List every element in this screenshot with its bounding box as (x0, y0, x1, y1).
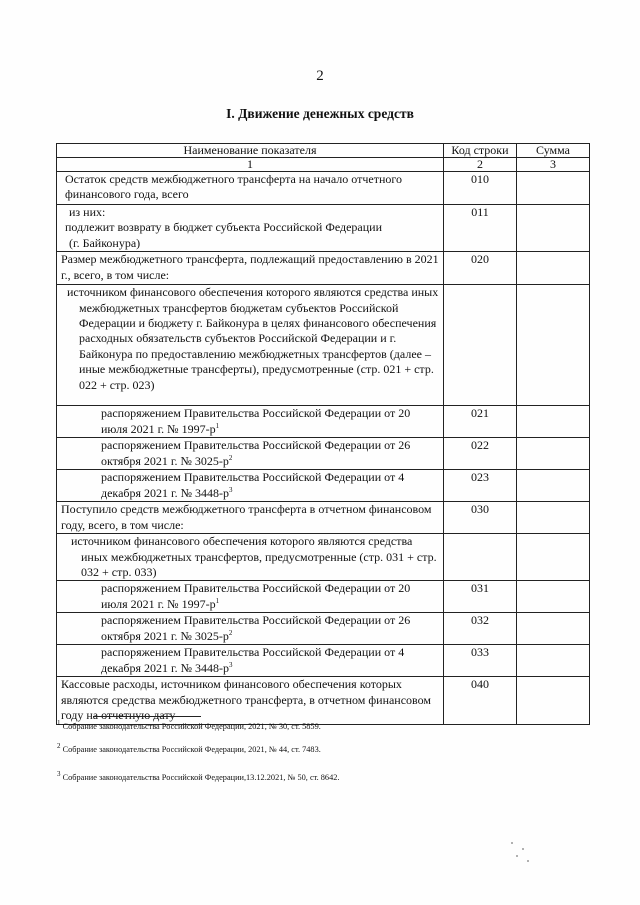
footnote-separator (93, 716, 201, 717)
scan-speck (511, 842, 513, 844)
row-label (57, 438, 444, 470)
row-sum[interactable] (517, 172, 590, 205)
row-label (57, 613, 444, 645)
row-sum[interactable] (517, 252, 590, 285)
row-sum[interactable] (517, 581, 590, 613)
table-row (57, 406, 590, 438)
row-sum[interactable] (517, 613, 590, 645)
row-label-text: распоряжением Правительства Российской Федерации от 20 июля 2021 г. № 1997-р (101, 406, 411, 436)
row-label (57, 205, 444, 252)
row-code: 022 (444, 438, 517, 470)
row-label: источником финансового обеспечения которого являются средства иных межбюджетных трансфертов бюджетам субъектов Российской Федерации и бюджету г. Байконура в целях финансового обеспечения расходных обязательств субъектов Российской Федерации и г. Байконура по предоставлению межбюджетных трансфертов (далее – иные межбюджетные трансферты), предусмотренные (стр. 021 + стр. 022 + стр. 023) (57, 285, 444, 406)
col-number-2: 2 (444, 158, 517, 172)
row-code: 031 (444, 581, 517, 613)
table-row (57, 438, 590, 470)
row-label (57, 470, 444, 502)
footnote-ref: 3 (229, 660, 233, 669)
scan-speck (516, 855, 518, 857)
row-code: 040 (444, 677, 517, 724)
table-row (57, 205, 590, 252)
table-row (57, 613, 590, 645)
table-row (57, 581, 590, 613)
column-number-row (57, 158, 590, 172)
footnote-mark: 3 (57, 770, 61, 779)
header-name: Наименование показателя (57, 144, 444, 158)
row-label-text: распоряжением Правительства Российской Федерации от 4 декабря 2021 г. № 3448-р (101, 470, 405, 500)
table-row (57, 285, 590, 406)
footnote-ref: 2 (228, 628, 233, 637)
row-label: источником финансового обеспечения которого являются средства иных межбюджетных трансфертов, предусмотренные (стр. 031 + стр. 032 + стр. 033) (57, 534, 444, 581)
table-row (57, 470, 590, 502)
row-label (57, 581, 444, 613)
footnote-text: Собрание законодательства Российской Федерации, 2021, № 44, ст. 7483. (62, 745, 321, 754)
row-code: 030 (444, 502, 517, 534)
row-label: Поступило средств межбюджетного трансферта в отчетном финансовом году, всего, в том числе: (57, 502, 444, 534)
row-sum[interactable] (517, 677, 590, 724)
row-label-text: распоряжением Правительства Российской Федерации от 26 октября 2021 г. № 3025-р (101, 438, 411, 468)
row-sum[interactable] (517, 205, 590, 252)
row-code: 021 (444, 406, 517, 438)
row-label: Размер межбюджетного трансферта, подлежащий предоставлению в 2021 г., всего, в том числе: (57, 252, 444, 285)
footnote-mark: 1 (57, 719, 61, 728)
footnote-ref: 1 (215, 421, 220, 430)
scan-speck (527, 860, 529, 862)
row-code: 023 (444, 470, 517, 502)
row-label (57, 406, 444, 438)
row-sum[interactable] (517, 534, 590, 581)
row-sum[interactable] (517, 645, 590, 677)
col-number-1: 1 (57, 158, 444, 172)
row-label: Кассовые расходы, источником финансового обеспечения которых являются средства межбюджетного трансферта, в отчетном финансовом году на отчетную дату (57, 677, 444, 724)
row-label: Остаток средств межбюджетного трансферта на начало отчетного финансового года, всего (57, 172, 444, 205)
row-code (444, 534, 517, 581)
footnote-1 (57, 719, 321, 731)
row-label-line: подлежит возврату в бюджет субъекта Российской Федерации (65, 220, 383, 235)
row-label-line: (г. Байконура) (69, 235, 141, 250)
row-label-text: распоряжением Правительства Российской Федерации от 20 июля 2021 г. № 1997-р (101, 581, 411, 611)
footnote-ref: 3 (229, 485, 233, 494)
row-code: 033 (444, 645, 517, 677)
header-sum: Сумма (517, 144, 590, 158)
section-title: I. Движение денежных средств (226, 106, 414, 121)
row-code: 020 (444, 252, 517, 285)
table-row (57, 502, 590, 534)
row-sum[interactable] (517, 502, 590, 534)
row-sum[interactable] (517, 470, 590, 502)
row-sum[interactable] (517, 285, 590, 406)
row-sum[interactable] (517, 438, 590, 470)
col-number-3: 3 (517, 158, 590, 172)
row-label-text: распоряжением Правительства Российской Федерации от 26 октября 2021 г. № 3025-р (101, 613, 411, 643)
row-sum[interactable] (517, 406, 590, 438)
table-row (57, 534, 590, 581)
footnote-text: Собрание законодательства Российской Федерации, 2021, № 30, ст. 5859. (62, 722, 321, 731)
row-code: 010 (444, 172, 517, 205)
footnote-2 (57, 742, 321, 754)
table-row (57, 677, 590, 724)
footnote-3 (57, 770, 340, 782)
table-row (57, 252, 590, 285)
table-row (57, 172, 590, 205)
footnote-ref: 1 (215, 596, 220, 605)
row-label-text: распоряжением Правительства Российской Федерации от 4 декабря 2021 г. № 3448-р (101, 645, 405, 675)
row-code (444, 285, 517, 406)
row-label-line: из них: (69, 205, 106, 219)
footnote-ref: 2 (228, 453, 233, 462)
table-header-row (57, 144, 590, 158)
header-code: Код строки (444, 144, 517, 158)
row-label (57, 645, 444, 677)
row-code: 032 (444, 613, 517, 645)
page-number: 2 (316, 68, 324, 84)
footnote-text: Собрание законодательства Российской Федерации,13.12.2021, № 50, ст. 8642. (62, 773, 340, 782)
row-code: 011 (444, 205, 517, 252)
table-row (57, 645, 590, 677)
footnote-mark: 2 (57, 742, 61, 751)
scan-speck (522, 848, 524, 850)
